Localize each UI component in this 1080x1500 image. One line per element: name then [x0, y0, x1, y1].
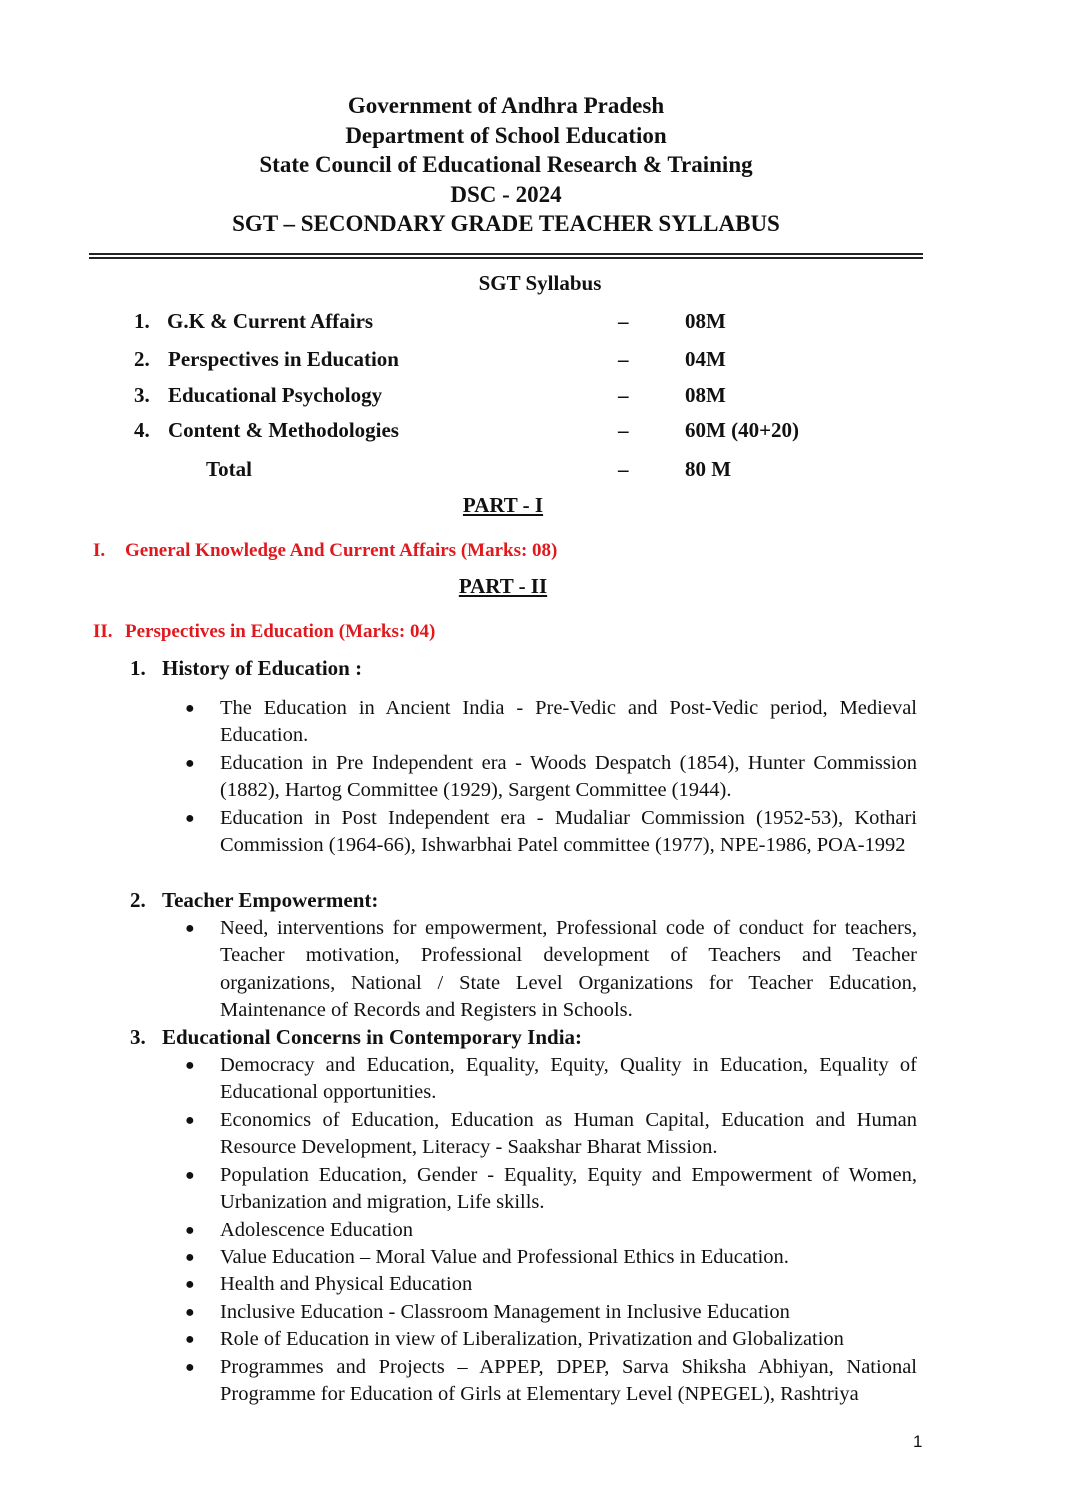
row-dash: –	[618, 418, 629, 442]
section-one-number: I.	[93, 540, 106, 561]
section-one-title: General Knowledge And Current Affairs (Marks: 08)	[125, 540, 558, 561]
part-two-heading: PART - II	[458, 574, 548, 598]
row-number: 3.	[134, 383, 150, 407]
bullet-text: Value Education – Moral Value and Professional Ethics in Education.	[220, 1246, 789, 1268]
topic-title: Educational Concerns in Contemporary India:	[162, 1025, 583, 1049]
header-department: Department of School Education	[345, 122, 667, 148]
row-marks: 08M	[685, 309, 726, 333]
bullet-text: Education in Pre Independent era - Woods Despatch (1854), Hunter Commission (1882), Hartog Committee (1929), Sargent Committee (1944).	[220, 752, 917, 802]
syllabus-table-title: SGT Syllabus	[478, 271, 602, 295]
row-number: 2.	[134, 347, 150, 371]
row-dash: –	[618, 347, 629, 371]
header-divider-bottom	[89, 257, 923, 259]
bullet-icon: ●	[185, 1222, 195, 1239]
row-number: 1.	[134, 309, 150, 333]
header-exam: DSC - 2024	[450, 181, 562, 207]
header-syllabus-title: SGT – SECONDARY GRADE TEACHER SYLLABUS	[232, 211, 780, 237]
row-marks: 60M (40+20)	[685, 418, 800, 442]
bullet-text: The Education in Ancient India - Pre-Vedic and Post-Vedic period, Medieval Education.	[220, 697, 917, 747]
bullet-icon: ●	[185, 810, 195, 827]
row-marks: 08M	[685, 383, 726, 407]
bullet-text: Economics of Education, Education as Human Capital, Education and Human Resource Development, Literacy - Saakshar Bharat Mission.	[220, 1109, 917, 1159]
row-subject: Content & Methodologies	[168, 418, 399, 442]
total-dash: –	[618, 457, 629, 481]
row-marks: 04M	[685, 347, 726, 371]
bullet-text: Need, interventions for empowerment, Professional code of conduct for teachers, Teacher motivation, Professional development of Teachers and Teacher organizations, National / State Level Organizations for Teacher Education, Maintenance of Records and Registers in Schools.	[220, 917, 917, 1022]
bullet-icon: ●	[185, 1112, 195, 1129]
bullet-text: Programmes and Projects – APPEP, DPEP, Sarva Shiksha Abhiyan, National Programme for Education of Girls at Elementary Level (NPEGEL), Rashtriya	[220, 1356, 917, 1406]
bullet-text: Education in Post Independent era - Mudaliar Commission (1952-53), Kothari Commission (1964-66), Ishwarbhai Patel committee (1977), NPE-1986, POA-1992	[220, 807, 917, 857]
topic-title: Teacher Empowerment:	[162, 888, 379, 912]
document-header	[0, 91, 1012, 239]
header-government: Government of Andhra Pradesh	[347, 93, 665, 118]
total-label: Total	[206, 457, 252, 481]
topic-title: History of Education :	[162, 656, 363, 680]
bullet-text: Adolescence Education	[220, 1219, 413, 1241]
bullet-icon: ●	[185, 1249, 195, 1266]
row-subject: G.K & Current Affairs	[167, 309, 374, 333]
bullet-text: Health and Physical Education	[220, 1273, 473, 1295]
bullet-icon: ●	[185, 700, 195, 717]
bullet-icon: ●	[185, 920, 195, 937]
bullet-text: Democracy and Education, Equality, Equity, Quality in Education, Equality of Educational opportunities.	[220, 1054, 917, 1104]
bullet-icon: ●	[185, 1331, 195, 1348]
bullet-icon: ●	[185, 1304, 195, 1321]
row-number: 4.	[134, 418, 150, 442]
topic-number: 1.	[130, 656, 146, 680]
section-two-number: II.	[93, 621, 113, 642]
bullet-text: Population Education, Gender - Equality, Equity and Empowerment of Women, Urbanization and migration, Life skills.	[220, 1164, 917, 1214]
total-marks: 80 M	[685, 457, 732, 481]
part-one-heading: PART - I	[462, 493, 544, 517]
header-council: State Council of Educational Research & Training	[259, 152, 753, 178]
section-two-title: Perspectives in Education (Marks: 04)	[125, 621, 436, 642]
bullet-icon: ●	[185, 1276, 195, 1293]
row-subject: Educational Psychology	[168, 383, 383, 407]
bullet-text: Inclusive Education - Classroom Management in Inclusive Education	[220, 1301, 790, 1323]
topic-number: 3.	[130, 1025, 146, 1049]
row-subject: Perspectives in Education	[168, 347, 399, 371]
bullet-text: Role of Education in view of Liberalization, Privatization and Globalization	[220, 1328, 844, 1350]
bullet-icon: ●	[185, 1167, 195, 1184]
topic-number: 2.	[130, 888, 146, 912]
page-number: 1	[913, 1432, 923, 1451]
bullet-icon: ●	[185, 1359, 195, 1376]
row-dash: –	[618, 383, 629, 407]
bullet-icon: ●	[185, 1057, 195, 1074]
row-dash: –	[618, 309, 629, 333]
header-divider-top	[89, 253, 923, 255]
bullet-icon: ●	[185, 755, 195, 772]
